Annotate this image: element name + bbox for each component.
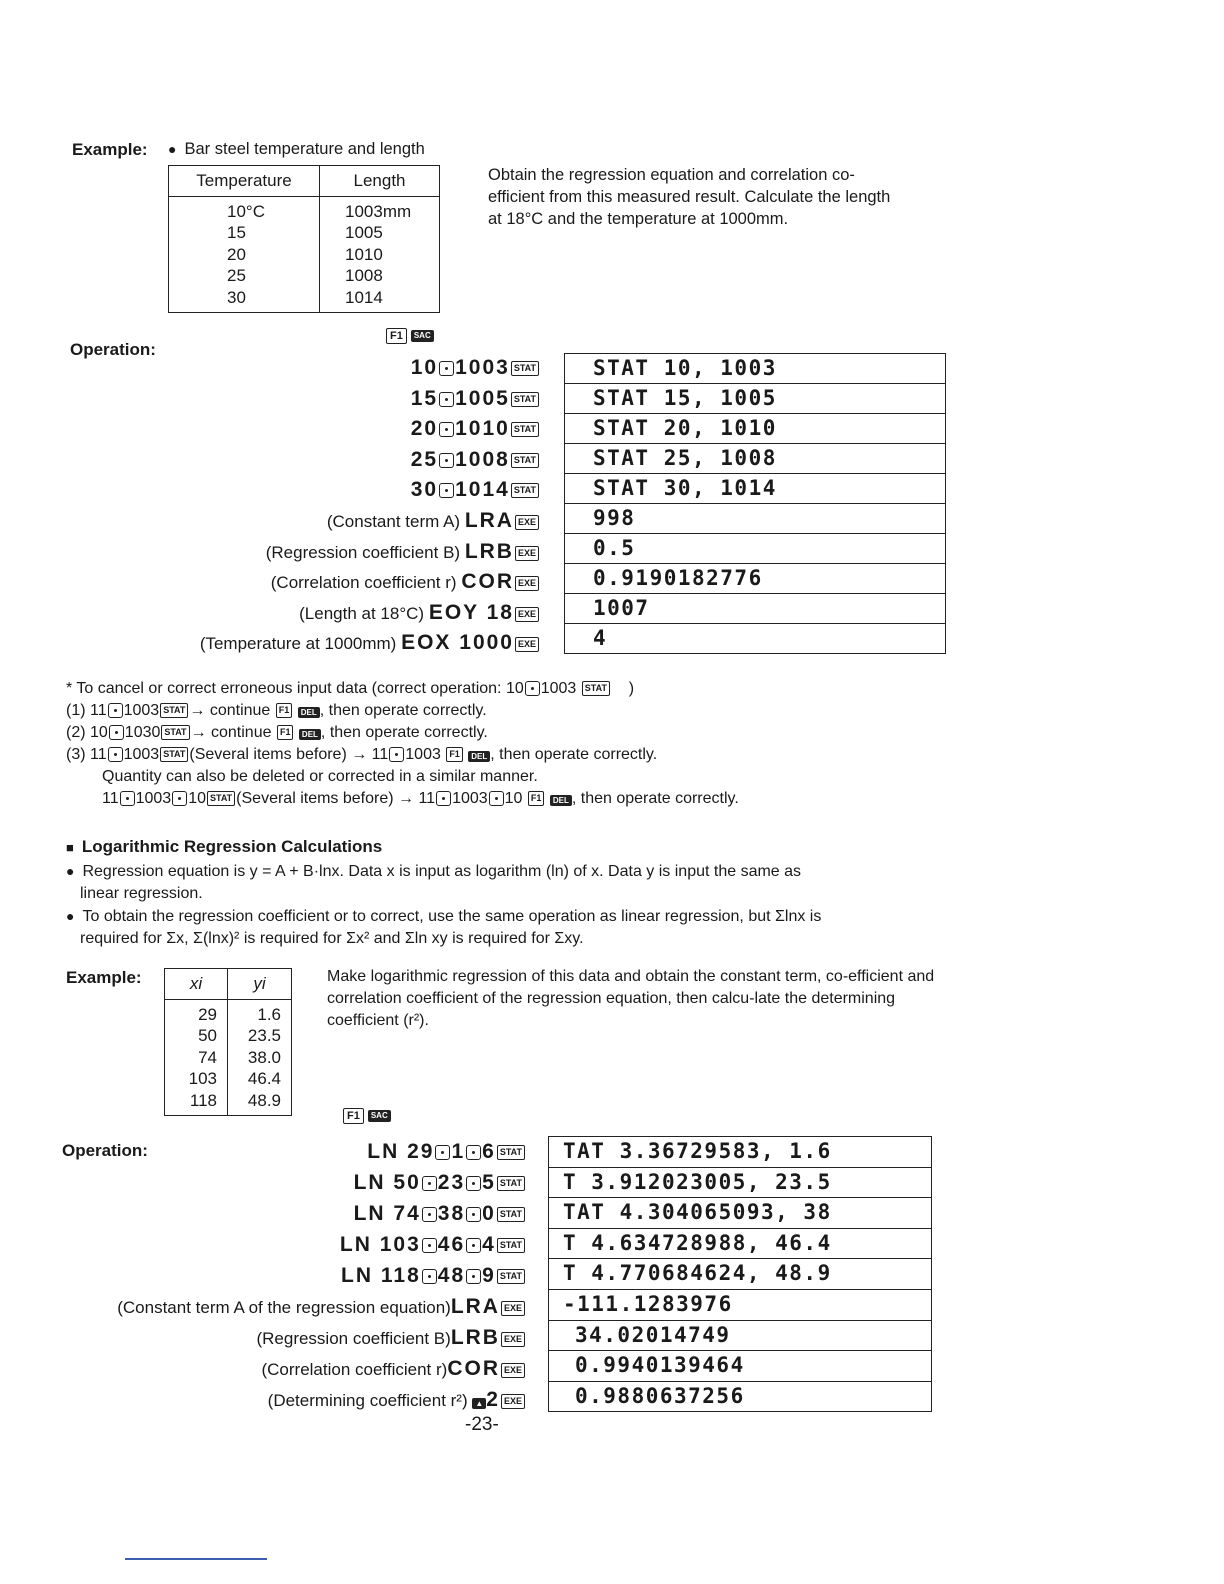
table-cell: 50 xyxy=(165,1025,228,1047)
sac-key-icon: SAC xyxy=(368,1110,391,1122)
exe-key-icon: EXE xyxy=(515,546,539,561)
table-cell: 48.9 xyxy=(228,1090,292,1116)
dot-key-icon xyxy=(466,1238,481,1253)
exe-key-icon: EXE xyxy=(501,1394,525,1409)
table-cell: 10°C xyxy=(169,196,320,222)
comma-key-icon xyxy=(439,392,454,407)
comma-key-icon xyxy=(435,1145,450,1160)
stat-key-icon: STAT xyxy=(511,392,539,407)
comma-key-icon xyxy=(109,725,124,740)
dot-key-icon xyxy=(466,1145,481,1160)
table-cell: 20 xyxy=(169,244,320,266)
display-line: 1007 xyxy=(565,594,945,624)
table-cell: 74 xyxy=(165,1047,228,1069)
table-cell: 15 xyxy=(169,222,320,244)
xi-yi-table xyxy=(164,968,292,1116)
comma-key-icon xyxy=(439,483,454,498)
comma-key-icon xyxy=(436,791,451,806)
operation1-display xyxy=(564,353,946,654)
display-line: -111.1283976 xyxy=(549,1290,931,1321)
display-line: TAT 4.304065093, 38 xyxy=(549,1198,931,1229)
comma-key-icon xyxy=(525,681,540,696)
f1-key-icon: F1 xyxy=(276,703,293,718)
exe-key-icon: EXE xyxy=(515,576,539,591)
table-cell: 1010 xyxy=(320,244,440,266)
table-header: Length xyxy=(320,166,440,197)
operation-label: Operation: xyxy=(62,1141,148,1160)
display-line: 0.9940139464 xyxy=(549,1351,931,1382)
comma-key-icon xyxy=(439,361,454,376)
stat-key-icon: STAT xyxy=(511,361,539,376)
stat-key-icon: STAT xyxy=(497,1145,525,1160)
table-cell: 1008 xyxy=(320,265,440,287)
comma-key-icon xyxy=(439,422,454,437)
display-line: 998 xyxy=(565,504,945,534)
table-cell: 46.4 xyxy=(228,1068,292,1090)
dot-key-icon xyxy=(466,1207,481,1222)
stat-key-icon: STAT xyxy=(497,1269,525,1284)
exe-key-icon: EXE xyxy=(501,1301,525,1316)
exe-key-icon: EXE xyxy=(515,607,539,622)
exe-key-icon: EXE xyxy=(501,1332,525,1347)
stat-key-icon: STAT xyxy=(207,791,235,806)
stat-key-icon: STAT xyxy=(497,1207,525,1222)
del-key-icon: DEL xyxy=(299,729,321,740)
comma-key-icon xyxy=(120,791,135,806)
table-cell: 1.6 xyxy=(228,999,292,1025)
table-cell: 25 xyxy=(169,265,320,287)
display-line: 0.5 xyxy=(565,534,945,564)
dot-key-icon xyxy=(466,1269,481,1284)
stat-key-icon: STAT xyxy=(161,725,189,740)
comma-key-icon xyxy=(422,1207,437,1222)
example-label: Example: xyxy=(72,140,148,159)
del-key-icon: DEL xyxy=(298,707,320,718)
comma-key-icon xyxy=(108,703,123,718)
example1-description: Obtain the regression equation and correlation co-efficient from this measured result. Calculate the length at 18°C and the temperature at 1000mm. xyxy=(488,166,891,228)
example-label: Example: xyxy=(66,968,142,987)
stat-key-icon: STAT xyxy=(511,453,539,468)
table-cell: 118 xyxy=(165,1090,228,1116)
table-header: xi xyxy=(165,969,228,1000)
f1-key-icon: F1 xyxy=(528,791,545,806)
exe-key-icon: EXE xyxy=(515,515,539,530)
sac-key-icon: SAC xyxy=(411,330,434,342)
comma-key-icon xyxy=(489,791,504,806)
table-cell: 1003mm xyxy=(320,196,440,222)
comma-key-icon xyxy=(439,453,454,468)
temperature-length-table xyxy=(168,165,440,313)
display-line: STAT 10, 1003 xyxy=(565,354,945,384)
table-cell: 30 xyxy=(169,287,320,313)
example-bullet: ● Bar steel temperature and length xyxy=(168,138,425,160)
stat-key-icon: STAT xyxy=(511,483,539,498)
operation2-keys: LN 29 1 6 STAT LN 50 23 5 STAT LN 74 38 0 STAT LN 103 46 4 STAT LN 118 48 9 STAT (Constant term A of the regression equation)LRA EXE (Regression coefficient B)LRB EXE (Correlation coefficient r)COR EXE (Determining coefficient r²) ▲ 2 EXE xyxy=(60,1136,526,1415)
table-cell: 1014 xyxy=(320,287,440,313)
display-line: 34.02014749 xyxy=(549,1321,931,1352)
f1-sac-keys xyxy=(386,328,434,344)
operation2-display xyxy=(548,1136,932,1412)
comma-key-icon xyxy=(422,1238,437,1253)
display-line: T 3.912023005, 23.5 xyxy=(549,1168,931,1199)
stat-key-icon: STAT xyxy=(511,422,539,437)
del-key-icon: DEL xyxy=(468,751,490,762)
del-key-icon: DEL xyxy=(550,795,572,806)
f1-key-icon: F1 xyxy=(446,747,463,762)
table-cell: 29 xyxy=(165,999,228,1025)
f1-key-icon: F1 xyxy=(386,328,407,344)
exe-key-icon: EXE xyxy=(501,1363,525,1378)
display-line: T 4.634728988, 46.4 xyxy=(549,1229,931,1260)
table-header: Temperature xyxy=(169,166,320,197)
display-line: STAT 20, 1010 xyxy=(565,414,945,444)
display-line: 0.9880637256 xyxy=(575,1383,745,1408)
display-line: TAT 3.36729583, 1.6 xyxy=(549,1137,931,1168)
display-line: 0.9190182776 xyxy=(565,564,945,594)
f1-key-icon: F1 xyxy=(343,1108,364,1124)
exe-key-icon: EXE xyxy=(515,637,539,652)
operation-label: Operation: xyxy=(70,340,156,359)
cancel-notes: * To cancel or correct erroneous input data (correct operation: 10 1003 STAT ) (1) 11 1003 STAT → continue F1 DEL , then operate correctly. (2) 10 1030 STAT → continue F1 DEL , then operate correctly. (3) 11 1003 STAT (Several items before) → 11 1003 F1 DEL , then operate correctly. Quantity can also be deleted or corrected in a similar manner. 11 1003 10 STAT (Several items before) → 11 1003 10 F1 DEL , then operate correctly. xyxy=(66,680,739,807)
operation1-keys: 10 1003 STAT 15 1005 STAT 20 1010 STAT 25 1008 STAT 30 1014 STAT (Constant term A) LRA EXE (Regression coefficient B) LRB EXE (Correlation coefficient r) COR EXE (Length at 18°C) EOY 18 EXE (Temperature at 1000mm) EOX 1000 EXE xyxy=(120,353,540,659)
f1-sac-keys xyxy=(343,1108,391,1124)
table-header: yi xyxy=(228,969,292,1000)
display-line: STAT 25, 1008 xyxy=(565,444,945,474)
shift-key-icon: ▲ xyxy=(472,1398,486,1409)
stat-key-icon: STAT xyxy=(160,747,188,762)
stat-key-icon: STAT xyxy=(497,1176,525,1191)
table-cell: 23.5 xyxy=(228,1025,292,1047)
comma-key-icon xyxy=(108,747,123,762)
section-bullets: ● Regression equation is y = A + B·lnx. Data x is input as logarithm (ln) of x. Data y is input the same as linear regression. ● To obtain the regression coefficient or to correct, use the same operation as linear regression, but Σlnx is required for Σx, Σ(lnx)² is required for Σx² and Σln xy is required for Σxy. xyxy=(66,860,946,950)
footer-rule xyxy=(125,1558,267,1560)
stat-key-icon: STAT xyxy=(582,681,610,696)
page-number: -23- xyxy=(465,1414,499,1435)
comma-key-icon xyxy=(389,747,404,762)
table-cell: 38.0 xyxy=(228,1047,292,1069)
display-line: STAT 30, 1014 xyxy=(565,474,945,504)
display-line: STAT 15, 1005 xyxy=(565,384,945,414)
display-line: 4 xyxy=(593,626,608,650)
stat-key-icon: STAT xyxy=(160,703,188,718)
comma-key-icon xyxy=(422,1269,437,1284)
table-cell: 1005 xyxy=(320,222,440,244)
stat-key-icon: STAT xyxy=(497,1238,525,1253)
example2-description: Make logarithmic regression of this data and obtain the constant term, co-efficient and correlation coefficient of the regression equation, then calcu-late the determining coefficient (r²). xyxy=(327,968,935,1029)
table-cell: 103 xyxy=(165,1068,228,1090)
display-line: T 4.770684624, 48.9 xyxy=(549,1259,931,1290)
f1-key-icon: F1 xyxy=(277,725,294,740)
dot-key-icon xyxy=(466,1176,481,1191)
section-title: ■ Logarithmic Regression Calculations xyxy=(66,837,382,857)
comma-key-icon xyxy=(422,1176,437,1191)
comma-key-icon xyxy=(172,791,187,806)
